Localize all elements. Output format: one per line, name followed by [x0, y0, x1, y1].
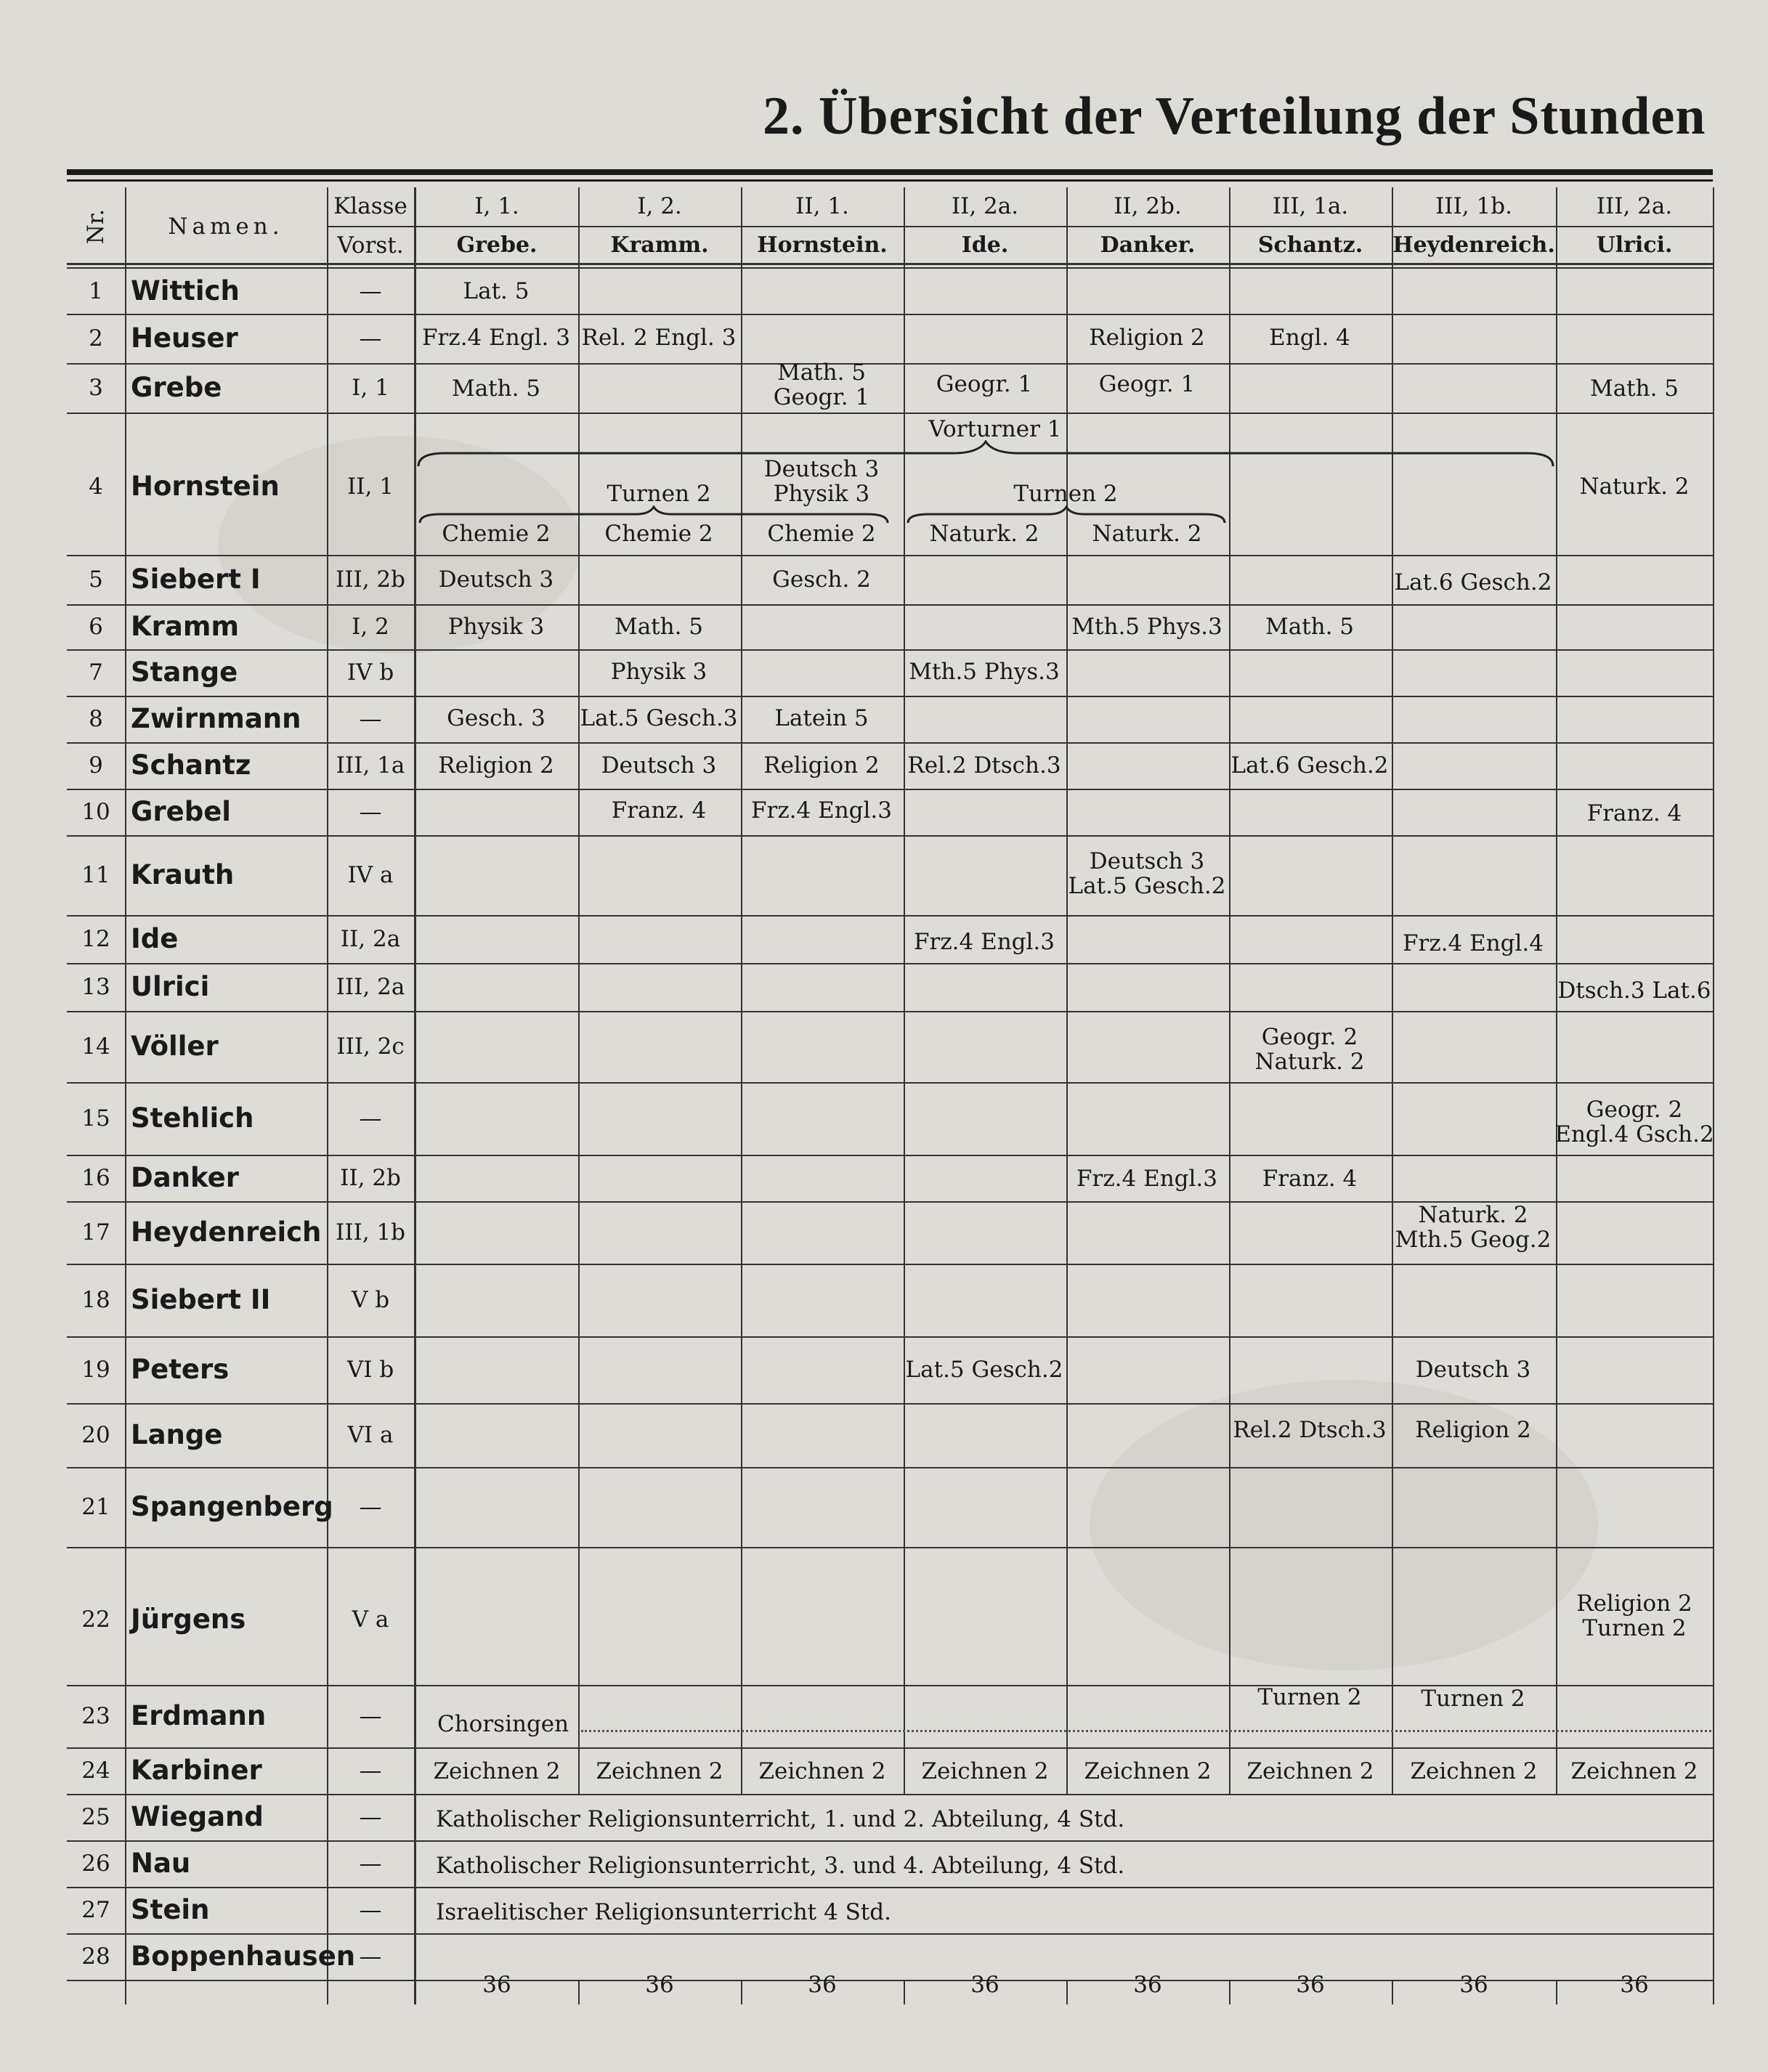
column-total: 36 [808, 1971, 837, 1998]
row-number: 24 [81, 1757, 110, 1784]
row-number: 10 [81, 798, 110, 825]
entry-r8-c3: Latein 5 [774, 704, 869, 731]
teacher-name: Heuser [131, 322, 238, 354]
header-col-vorst: Kramm. [610, 232, 709, 258]
teacher-name: Stein [131, 1893, 210, 1925]
entry-r24-zeichnen: Zeichnen 2 [1246, 1758, 1374, 1784]
entry-r22-c8 [1556, 1583, 1713, 1649]
teacher-name: Wiegand [131, 1800, 264, 1832]
header-col-vorst: Grebe. [456, 232, 538, 258]
teacher-name: Wittich [131, 275, 240, 306]
header-klasse: Klasse [333, 192, 407, 219]
header-col-vorst: Schantz. [1257, 232, 1363, 258]
teacher-name: Kramm [131, 610, 239, 642]
header-col-klasse: III, 1b. [1435, 192, 1512, 219]
entry-r15-c8-line2: Engl.4 Gsch.2 [1554, 1121, 1714, 1147]
teacher-name: Spangenberg [131, 1490, 333, 1522]
entry-r2-c5: Religion 2 [1089, 324, 1205, 351]
row-number: 12 [81, 925, 110, 952]
header-col-klasse: III, 2a. [1596, 192, 1673, 219]
teacher-name: Erdmann [131, 1699, 267, 1731]
entry-r4-c5-sub: Naturk. 2 [1092, 520, 1202, 547]
grid-line [1229, 187, 1230, 1794]
entry-r19-c4: Lat.5 Gesch.2 [905, 1356, 1063, 1383]
entry-r4-c45: Turnen 2 [1013, 480, 1118, 507]
grid-line [67, 263, 1713, 265]
entry-r17-c7 [1392, 1194, 1554, 1261]
row-klasse: VI b [346, 1356, 394, 1383]
entry-r5-c3: Gesch. 2 [772, 566, 871, 593]
entry-r11-c5-line1: Deutsch 3 [1089, 848, 1205, 874]
row-number: 18 [81, 1286, 110, 1313]
row-number: 20 [81, 1421, 110, 1448]
row-klasse: V b [351, 1286, 390, 1313]
entry-r2-c6: Engl. 4 [1269, 324, 1350, 351]
row-number: 22 [81, 1606, 110, 1633]
entry-r23-c6: Turnen 2 [1257, 1683, 1362, 1710]
teacher-name: Siebert II [131, 1283, 271, 1315]
teacher-name: Grebel [131, 795, 231, 827]
row-klasse: — [359, 705, 382, 732]
entry-r6-c2: Math. 5 [614, 613, 704, 640]
teacher-name: Boppenhausen [131, 1940, 356, 1972]
entry-r14-c6-line1: Geogr. 2 [1261, 1023, 1358, 1050]
entry-r3-c8: Math. 5 [1589, 375, 1679, 402]
teacher-name: Zwirnmann [131, 702, 301, 734]
entry-r9-c4: Rel.2 Dtsch.3 [907, 752, 1061, 779]
row-number: 21 [81, 1493, 110, 1520]
row-klasse: II, 2b [340, 1164, 401, 1191]
row-number: 11 [81, 861, 110, 888]
entry-r23-c7: Turnen 2 [1421, 1685, 1525, 1712]
entry-r24-zeichnen: Zeichnen 2 [1084, 1758, 1212, 1784]
row-klasse: IV b [346, 659, 394, 686]
row-number: 2 [89, 325, 103, 352]
header-col-vorst: Ulrici. [1596, 232, 1673, 258]
entry-r6-c6: Math. 5 [1265, 613, 1355, 640]
row-number: 1 [89, 277, 103, 304]
header-col-klasse: II, 2a. [951, 192, 1019, 219]
entry-r10-c3: Frz.4 Engl.3 [750, 797, 893, 824]
teacher-name: Karbiner [131, 1754, 262, 1786]
row-klasse: — [359, 1757, 382, 1784]
header-vorst: Vorst. [337, 232, 404, 259]
row-klasse: I, 1 [352, 374, 389, 401]
entry-r3-c1: Math. 5 [451, 375, 541, 402]
row-klasse: III, 1b [335, 1219, 405, 1246]
entry-r27-text: Israelitischer Religionsunterricht 4 Std. [436, 1898, 891, 1925]
header-col-vorst: Danker. [1100, 232, 1196, 258]
entry-r25-text: Katholischer Religionsunterricht, 1. und 2. Abteilung, 4 Std. [436, 1805, 1125, 1832]
teacher-name: Krauth [131, 858, 235, 890]
header-namen: Namen. [168, 213, 284, 240]
entry-r24-zeichnen: Zeichnen 2 [596, 1758, 723, 1784]
row-number: 8 [89, 705, 103, 732]
column-total: 36 [645, 1971, 674, 1998]
column-total: 36 [1459, 1971, 1488, 1998]
grid-line [741, 187, 742, 1794]
grid-line [1713, 187, 1714, 2004]
teacher-name: Heydenreich [131, 1216, 322, 1248]
row-klasse: IV a [347, 861, 394, 888]
row-number: 7 [89, 659, 103, 686]
row-klasse: — [359, 277, 382, 304]
row-number: 14 [81, 1033, 110, 1060]
header-col-klasse: III, 1a. [1272, 192, 1349, 219]
entry-r20-c6: Rel.2 Dtsch.3 [1233, 1416, 1387, 1443]
teacher-name: Nau [131, 1847, 191, 1879]
entry-r9-c2: Deutsch 3 [601, 752, 717, 779]
entry-r3-c5: Geogr. 1 [1098, 370, 1196, 397]
row-klasse: V a [352, 1606, 389, 1633]
row-number: 13 [81, 973, 110, 1000]
column-total: 36 [482, 1971, 511, 1998]
entry-r20-c7: Religion 2 [1415, 1416, 1531, 1443]
row-klasse: III, 2a [336, 973, 405, 1000]
row-klasse: — [359, 1943, 382, 1970]
column-total: 36 [1133, 1971, 1162, 1998]
row-klasse: — [359, 325, 382, 352]
row-klasse: II, 2a [340, 925, 401, 952]
row-number: 9 [89, 752, 103, 779]
entry-r7-c2: Physik 3 [610, 658, 707, 685]
entry-r4-c3-line1: Deutsch 3 [763, 455, 880, 482]
entry-r3-vorturner: Vorturner 1 [928, 415, 1062, 442]
row-klasse: III, 2b [335, 566, 405, 593]
entry-r3-c3 [741, 357, 902, 413]
entry-r19-c7: Deutsch 3 [1415, 1356, 1531, 1383]
brace-vorturner [415, 440, 1556, 469]
row-number: 23 [81, 1702, 110, 1729]
entry-r9-c3: Religion 2 [763, 752, 880, 779]
row-number: 28 [81, 1943, 110, 1970]
entry-r24-zeichnen: Zeichnen 2 [758, 1758, 886, 1784]
row-number: 3 [89, 374, 103, 401]
entry-r26-text: Katholischer Religionsunterricht, 3. und 4. Abteilung, 4 Std. [436, 1852, 1125, 1879]
teacher-name: Hornstein [131, 470, 280, 502]
entry-r7-c4: Mth.5 Phys.3 [909, 658, 1060, 685]
entry-r11-c5-line2: Lat.5 Gesch.2 [1068, 873, 1226, 899]
entry-r2-c1: Frz.4 Engl. 3 [422, 324, 570, 351]
row-klasse: — [359, 798, 382, 825]
grid-line [67, 1547, 1713, 1548]
entry-r24-zeichnen: Zeichnen 2 [921, 1758, 1049, 1784]
entry-r24-zeichnen: Zeichnen 2 [433, 1758, 561, 1784]
header-col-vorst: Hornstein. [757, 232, 888, 258]
grid-line [578, 187, 580, 1794]
column-total: 36 [1620, 1971, 1649, 1998]
entry-r9-c1: Religion 2 [438, 752, 554, 779]
row-klasse: — [359, 1105, 382, 1132]
row-number: 6 [89, 613, 103, 640]
grid-line [1392, 187, 1393, 1794]
teacher-name: Stange [131, 656, 238, 688]
row-klasse: — [359, 1803, 382, 1830]
teacher-name: Ide [131, 922, 179, 954]
entry-r14-c6-line2: Naturk. 2 [1254, 1049, 1365, 1075]
entry-r8-c1: Gesch. 3 [447, 704, 546, 731]
row-number: 15 [81, 1105, 110, 1132]
entry-r13-c8: Dtsch.3 Lat.6 [1557, 977, 1711, 1004]
entry-r12-c4: Frz.4 Engl.3 [913, 928, 1055, 955]
chorsingen-leader [581, 1730, 1711, 1732]
row-klasse: III, 1a [336, 752, 405, 779]
entry-r16-c6: Franz. 4 [1262, 1165, 1358, 1192]
entry-r5-c1: Deutsch 3 [438, 566, 554, 593]
header-col-klasse: I, 2. [637, 192, 682, 219]
entry-r4-c8: Naturk. 2 [1579, 473, 1690, 500]
entry-r8-c2: Lat.5 Gesch.3 [580, 704, 738, 731]
row-klasse: — [359, 1493, 382, 1520]
entry-r4-c2: Turnen 2 [607, 480, 711, 507]
entry-r10-c8: Franz. 4 [1586, 800, 1682, 826]
entry-r17-c7-line1: Naturk. 2 [1418, 1201, 1528, 1228]
entry-r11-c5 [1066, 841, 1228, 906]
entry-r4-c2-sub: Chemie 2 [604, 520, 713, 547]
teacher-name: Peters [131, 1353, 230, 1385]
entry-r2-c2: Rel. 2 Engl. 3 [581, 324, 737, 351]
entry-r12-c7: Frz.4 Engl.4 [1402, 930, 1544, 956]
entry-r22-c8-line2: Turnen 2 [1582, 1615, 1687, 1641]
entry-r3-c3-line1: Math. 5 [776, 359, 867, 386]
teacher-name: Danker [131, 1161, 239, 1193]
row-klasse: — [359, 1850, 382, 1877]
entry-r15-c8 [1556, 1089, 1713, 1155]
row-klasse: II, 1 [347, 473, 394, 500]
entry-r4-c3-line2: Physik 3 [773, 481, 870, 507]
teacher-name: Ulrici [131, 970, 210, 1002]
entry-r24-zeichnen: Zeichnen 2 [1570, 1758, 1698, 1784]
row-number: 5 [89, 566, 103, 593]
row-number: 4 [89, 473, 103, 500]
row-number: 19 [81, 1356, 110, 1383]
header-col-klasse: II, 2b. [1114, 192, 1182, 219]
entry-r4-c1-sub: Chemie 2 [442, 520, 551, 547]
entry-r17-c7-line2: Mth.5 Geog.2 [1395, 1227, 1552, 1253]
teacher-name: Jürgens [131, 1603, 246, 1635]
header-col-vorst: Heydenreich. [1392, 232, 1555, 258]
teacher-name: Völler [131, 1030, 219, 1062]
entry-r1-c1: Lat. 5 [463, 277, 530, 304]
entry-r6-c1: Physik 3 [447, 613, 545, 640]
entry-r3-c3-line2: Geogr. 1 [773, 384, 870, 410]
entry-r14-c6 [1229, 1017, 1390, 1082]
header-col-vorst: Ide. [961, 232, 1009, 258]
row-number: 17 [81, 1219, 110, 1246]
entry-r15-c8-line1: Geogr. 2 [1586, 1096, 1683, 1123]
header-nr: Nr. [82, 208, 109, 245]
row-klasse: III, 2c [336, 1033, 405, 1060]
column-total: 36 [970, 1971, 999, 1998]
top-rule-thin [67, 179, 1713, 182]
entry-r6-c5: Mth.5 Phys.3 [1071, 613, 1222, 640]
entry-r4-c3-sub: Chemie 2 [767, 520, 876, 547]
teacher-name: Siebert I [131, 563, 261, 595]
row-klasse: — [359, 1896, 382, 1923]
column-total: 36 [1296, 1971, 1325, 1998]
row-klasse: — [359, 1702, 382, 1729]
teacher-name: Grebe [131, 371, 222, 403]
teacher-name: Stehlich [131, 1102, 254, 1134]
header-col-klasse: II, 1. [795, 192, 849, 219]
top-rule [67, 169, 1713, 175]
row-klasse: I, 2 [352, 613, 389, 640]
teacher-name: Schantz [131, 749, 251, 781]
entry-r5-c7: Lat.6 Gesch.2 [1394, 569, 1552, 596]
entry-r4-c4-sub: Naturk. 2 [929, 520, 1039, 547]
entry-r23-chor: Chorsingen [437, 1710, 569, 1737]
row-number: 27 [81, 1896, 110, 1923]
entry-r10-c2: Franz. 4 [611, 797, 707, 824]
entry-r24-zeichnen: Zeichnen 2 [1410, 1758, 1538, 1784]
entry-r22-c8-line1: Religion 2 [1576, 1590, 1692, 1617]
entry-r16-c5: Frz.4 Engl.3 [1076, 1165, 1218, 1192]
page-title: 2. Übersicht der Verteilung der Stunden [763, 86, 1706, 146]
entry-r4-c3 [741, 452, 902, 511]
header-col-klasse: I, 1. [474, 192, 519, 219]
row-number: 25 [81, 1803, 110, 1830]
row-klasse: VI a [347, 1421, 394, 1448]
row-number: 26 [81, 1850, 110, 1877]
teacher-name: Lange [131, 1418, 223, 1450]
row-number: 16 [81, 1164, 110, 1191]
entry-r3-c4: Geogr. 1 [936, 370, 1033, 397]
entry-r9-c6: Lat.6 Gesch.2 [1230, 752, 1389, 779]
